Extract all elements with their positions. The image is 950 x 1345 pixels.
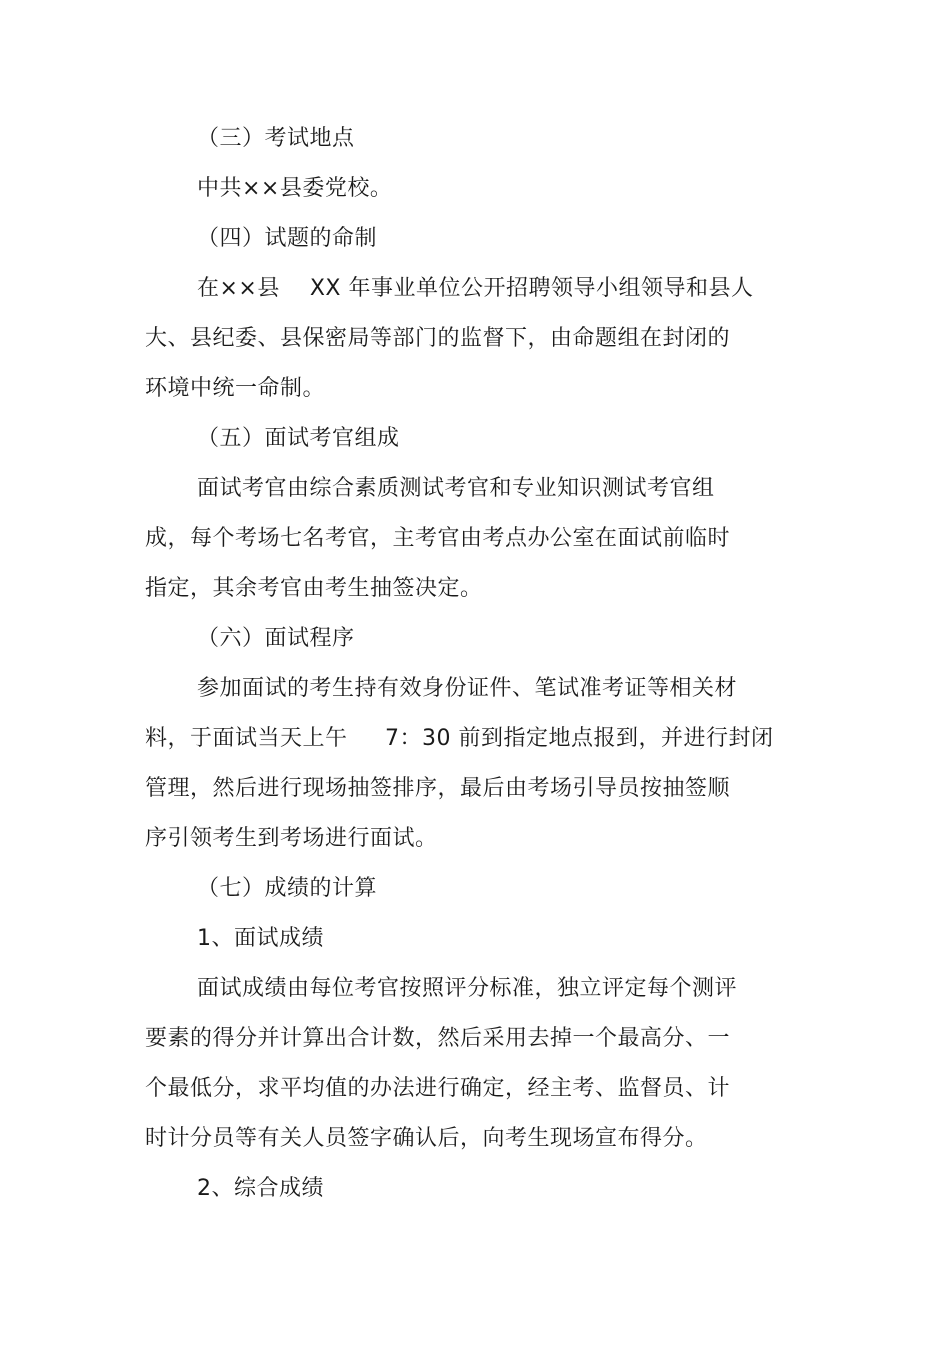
paragraph-line: 参加面试的考生持有效身份证件、笔试准考证等相关材 (197, 676, 738, 701)
paragraph-line: 料，于面试当天上午 7：30 前到指定地点报到，并进行封闭 (145, 726, 774, 751)
paragraph-line: 要素的得分并计算出合计数，然后采用去掉一个最高分、一 (145, 1026, 731, 1051)
paragraph-line: 大、县纪委、县保密局等部门的监督下，由命题组在封闭的 (145, 326, 731, 351)
paragraph-line: 管理，然后进行现场抽签排序，最后由考场引导员按抽签顺 (145, 776, 731, 801)
paragraph-line: 指定，其余考官由考生抽签决定。 (145, 576, 483, 601)
paragraph-line: 序引领考生到考场进行面试。 (145, 826, 438, 851)
section-heading-question-setting: （四）试题的命制 (197, 226, 378, 251)
paragraph-line: 在××县 XX 年事业单位公开招聘领导小组领导和县人 (197, 276, 754, 301)
paragraph-line: 个最低分，求平均值的办法进行确定，经主考、监督员、计 (145, 1076, 731, 1101)
section-heading-score-calculation: （七）成绩的计算 (197, 876, 378, 901)
paragraph-line: 环境中统一命制。 (145, 376, 326, 401)
section-heading-interview-procedure: （六）面试程序 (197, 626, 355, 651)
section-heading-interviewers: （五）面试考官组成 (197, 426, 400, 451)
subheading-interview-score: 1、面试成绩 (197, 926, 324, 951)
subheading-overall-score: 2、综合成绩 (197, 1176, 324, 1201)
paragraph-line: 面试考官由综合素质测试考官和专业知识测试考官组 (197, 476, 715, 501)
paragraph-line: 成，每个考场七名考官，主考官由考点办公室在面试前临时 (145, 526, 731, 551)
paragraph-line: 面试成绩由每位考官按照评分标准，独立评定每个测评 (197, 976, 738, 1001)
section-heading-exam-location: （三）考试地点 (197, 126, 355, 151)
paragraph-line: 中共××县委党校。 (197, 176, 393, 201)
paragraph-line: 时计分员等有关人员签字确认后，向考生现场宣布得分。 (145, 1126, 708, 1151)
